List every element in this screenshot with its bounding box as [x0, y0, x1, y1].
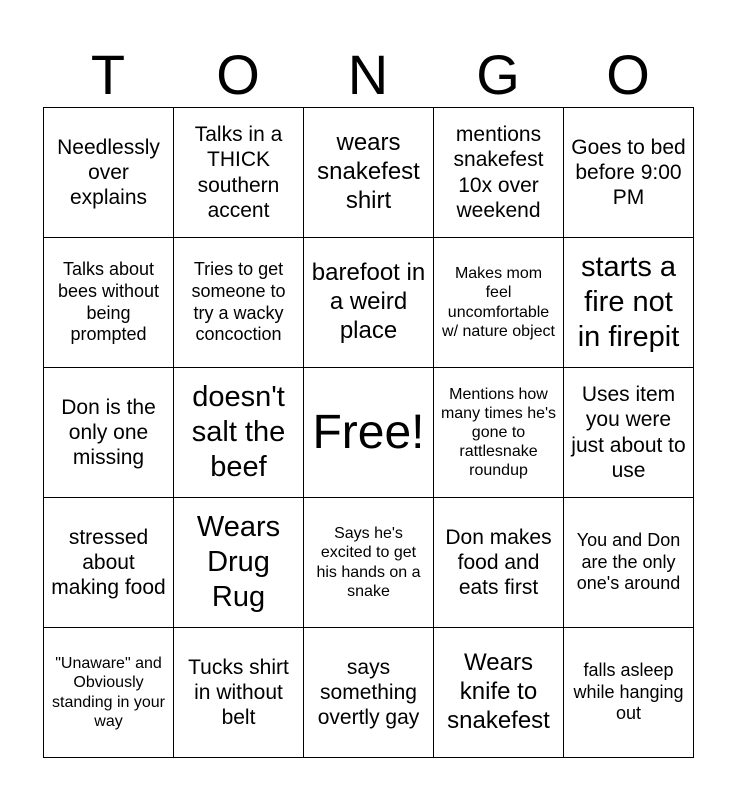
bingo-cell[interactable]: Wears Drug Rug — [174, 498, 304, 628]
bingo-cell[interactable]: Tries to get someone to try a wacky concoction — [174, 238, 304, 368]
bingo-cell[interactable]: mentions snakefest 10x over weekend — [434, 108, 564, 238]
board-row — [44, 628, 694, 758]
title-letter: O — [216, 43, 260, 106]
bingo-cell[interactable]: Goes to bed before 9:00 PM — [564, 108, 694, 238]
title-letter: O — [606, 43, 650, 106]
bingo-cell[interactable]: starts a fire not in firepit — [564, 238, 694, 368]
bingo-cell[interactable]: Uses item you were just about to use — [564, 368, 694, 498]
bingo-cell[interactable]: Tucks shirt in without belt — [174, 628, 304, 758]
board-row — [44, 498, 694, 628]
bingo-cell[interactable]: Wears knife to snakefest — [434, 628, 564, 758]
bingo-title — [43, 42, 693, 108]
bingo-cell[interactable]: Needlessly over explains — [44, 108, 174, 238]
bingo-cell[interactable]: Talks about bees without being prompted — [44, 238, 174, 368]
title-letter: G — [476, 43, 520, 106]
title-letter: N — [347, 43, 389, 106]
bingo-cell[interactable]: "Unaware" and Obviously standing in your way — [44, 628, 174, 758]
bingo-cell[interactable]: falls asleep while hanging out — [564, 628, 694, 758]
bingo-cell[interactable]: Says he's excited to get his hands on a snake — [304, 498, 434, 628]
bingo-cell[interactable]: wears snakefest shirt — [304, 108, 434, 238]
bingo-cell[interactable]: Talks in a THICK southern accent — [174, 108, 304, 238]
bingo-cell[interactable]: Mentions how many times he's gone to rattlesnake roundup — [434, 368, 564, 498]
board-row — [44, 238, 694, 368]
bingo-cell[interactable]: says something overtly gay — [304, 628, 434, 758]
bingo-cell[interactable]: Don is the only one missing — [44, 368, 174, 498]
bingo-cell[interactable]: stressed about making food — [44, 498, 174, 628]
board-row — [44, 368, 694, 498]
bingo-cell[interactable]: doesn't salt the beef — [174, 368, 304, 498]
bingo-cell[interactable]: You and Don are the only one's around — [564, 498, 694, 628]
bingo-board — [43, 107, 694, 758]
bingo-cell[interactable]: barefoot in a weird place — [304, 238, 434, 368]
bingo-cell[interactable]: Don makes food and eats first — [434, 498, 564, 628]
title-letter: T — [90, 43, 126, 106]
board-row — [44, 108, 694, 238]
free-space-cell[interactable]: Free! — [304, 368, 434, 498]
bingo-cell[interactable]: Makes mom feel uncomfortable w/ nature object — [434, 238, 564, 368]
